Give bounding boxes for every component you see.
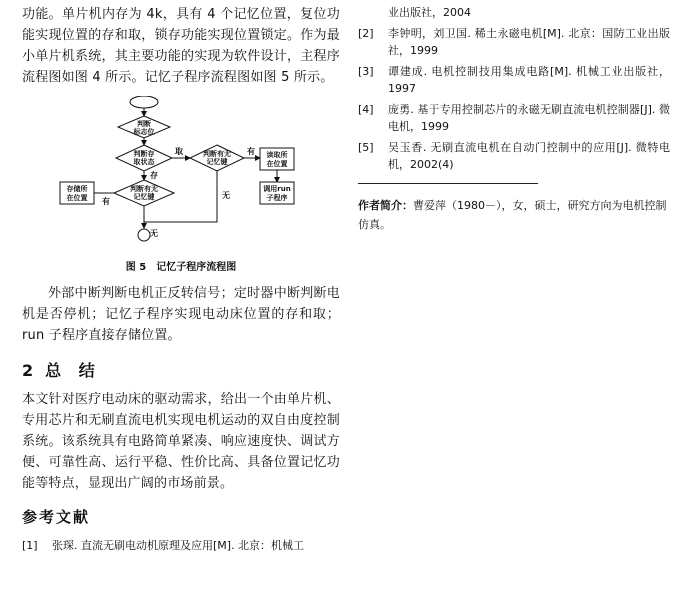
edge-take-label: 取: [175, 147, 183, 156]
call-run-line2: 子程序: [266, 194, 288, 202]
left-column: [22, 4, 340, 558]
reference-item: [358, 139, 670, 173]
edge-store-label: 存: [150, 171, 158, 180]
right-column: [358, 4, 670, 234]
reference-item: [358, 63, 670, 97]
edge-has2-label: 有: [102, 197, 110, 206]
flowchart-svg: [22, 96, 340, 252]
author-bio-text: 曹爱萍（1980－），女，硕士，研究方向为电机控制仿真。: [358, 199, 667, 231]
has-memory-1-line1: 判断有无: [203, 150, 231, 158]
has-memory-1-line2: 记忆键: [206, 158, 228, 166]
has-memory-2-line1: 判断有无: [130, 185, 158, 193]
section-heading: [22, 358, 340, 381]
reference-number: [4]: [358, 103, 374, 116]
body-paragraph-2: 外部中断判断电机正反转信号；定时器中断判断电机是否停机；记忆子程序实现电动床位置的存和取；run 子程序直接存储位置。: [22, 286, 340, 343]
judge-state-line1: 判断存: [133, 150, 155, 158]
memory-subroutine-flowchart: [22, 96, 340, 252]
store-position-line1: 存储所: [66, 185, 88, 193]
reference-item: [22, 537, 340, 554]
judge-flag-line1: 判断: [137, 120, 151, 128]
judge-state-line2: 取状态: [133, 158, 155, 166]
author-bio: [358, 196, 670, 234]
judge-flag-line2: 标志位: [133, 128, 155, 136]
body-paragraph-1: 功能。单片机内存为 4k，具有 4 个记忆位置，复位功能实现位置的存和取，锁存功能实现位置锁定。作为最小单片机系统，其主要功能的实现为软件设计，主程序流程图如图 4 所示。记忆子程序流程图如图 5 所示。: [22, 7, 340, 85]
body-paragraph-3: 本文针对医疗电动床的驱动需求，给出一个由单片机、专用芯片和无刷直流电机实现电机运动的双自由度控制系统。该系统具有电路简单紧凑、响应速度快、调试方便、可靠性高、运行平稳、性价比高、具备位置记忆功能等特点，显现出广阔的市场前景。: [22, 392, 340, 491]
section-number: 2: [22, 361, 34, 380]
reference-number: [2]: [358, 27, 374, 40]
reference-number: [3]: [358, 65, 374, 78]
reference-text: 李钟明，刘卫国. 稀土永磁电机[M]. 北京：国防工业出版社，1999: [388, 27, 670, 57]
reference-item: [358, 101, 670, 135]
reference-item: [358, 25, 670, 59]
references-heading: 参考文献: [22, 508, 91, 526]
reference-text: 吴玉香. 无刷直流电机在自动门控制中的应用[J]. 微特电机，2002(4): [388, 141, 670, 171]
reference-continuation-text: 业出版社，2004: [388, 6, 471, 19]
reference-continuation: [358, 4, 670, 21]
edge-has-label: 有: [247, 147, 255, 156]
call-run-line1: 调用run: [263, 185, 291, 193]
reference-text: 谭建成. 电机控制技用集成电路[M]. 机械工业出版社，1997: [388, 65, 670, 95]
read-position-line1: 读取所: [266, 151, 288, 159]
edge-none-label: 无: [222, 191, 230, 200]
figure-caption: 图 5 记忆子程序流程图: [125, 262, 237, 273]
section-title-text: 总 结: [45, 361, 101, 380]
reference-text: 张琛. 直流无刷电动机原理及应用[M]. 北京：机械工: [52, 539, 305, 552]
divider: [358, 183, 538, 184]
reference-text: 庞勇. 基于专用控制芯片的永磁无刷直流电机控制器[J]. 微电机，1999: [388, 103, 670, 133]
end-terminal: [138, 229, 150, 241]
reference-number: [5]: [358, 141, 374, 154]
edge-none2-label: 无: [150, 229, 158, 238]
read-position-line2: 在位置: [266, 160, 288, 168]
store-position-line2: 在位置: [66, 194, 88, 202]
reference-number: [1]: [22, 539, 38, 552]
start-terminal: [130, 96, 158, 108]
author-bio-label: 作者简介：: [358, 199, 413, 212]
has-memory-2-line2: 记忆键: [133, 193, 155, 201]
